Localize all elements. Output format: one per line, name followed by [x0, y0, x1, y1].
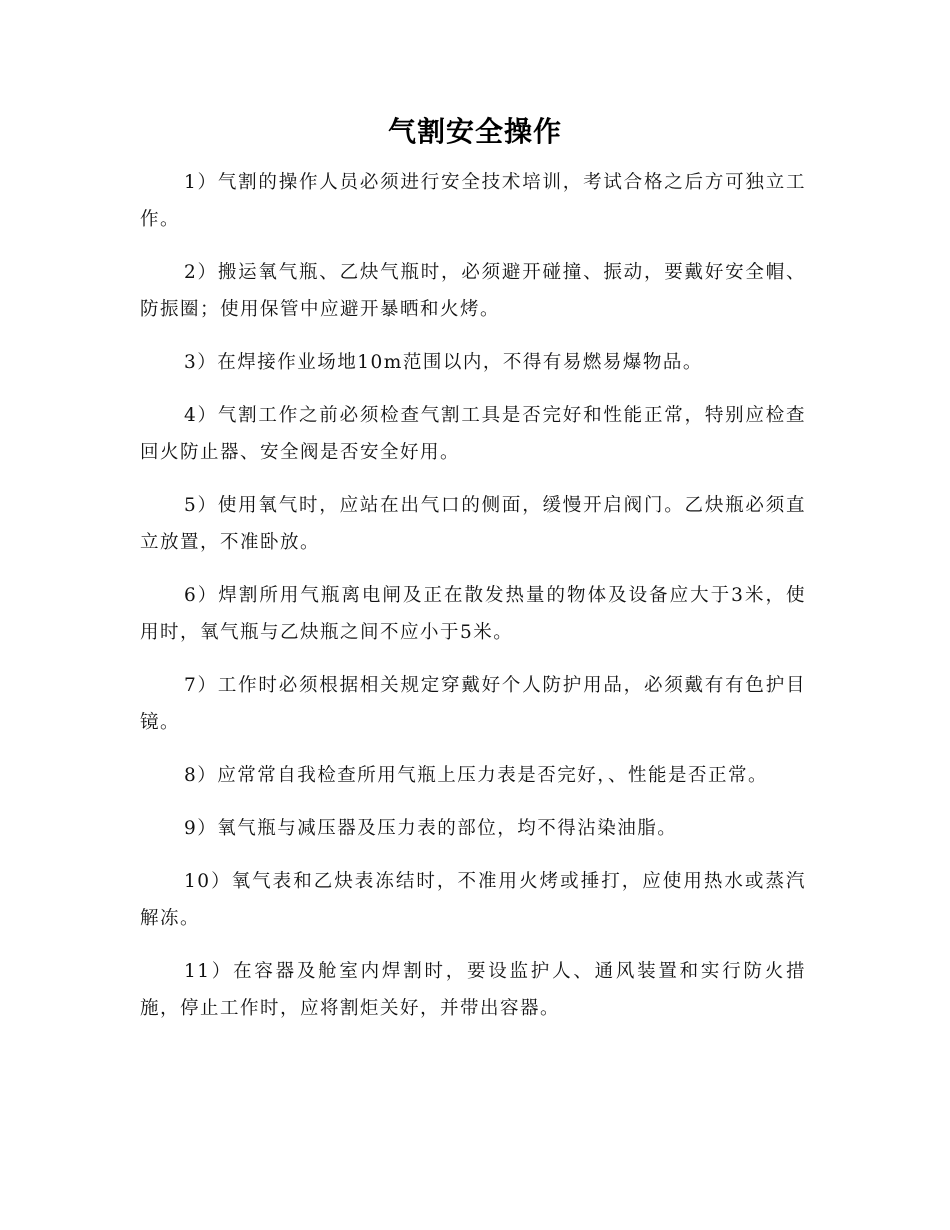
paragraph-7: 7）工作时必须根据相关规定穿戴好个人防护用品，必须戴有有色护目镜。: [140, 675, 806, 733]
paragraph-9: 9）氧气瓶与减压器及压力表的部位，均不得沾染油脂。: [184, 818, 678, 839]
paragraph-2: 2）搬运氧气瓶、乙炔气瓶时，必须避开碰撞、振动，要戴好安全帽、防振圈；使用保管中应避开暴晒和火烤。: [140, 262, 806, 320]
paragraph-8: 8）应常常自我检查所用气瓶上压力表是否完好，、性能是否正常。: [184, 765, 769, 786]
paragraph-10: 10）氧气表和乙炔表冻结时，不准用火烤或捶打，应使用热水或蒸汽解冻。: [140, 871, 806, 929]
document-title: 气割安全操作: [387, 115, 562, 148]
paragraph-3: 3）在焊接作业场地10m范围以内，不得有易燃易爆物品。: [184, 352, 703, 373]
paragraph-1: 1）气割的操作人员必须进行安全技术培训，考试合格之后方可独立工作。: [140, 172, 806, 230]
paragraph-11: 11）在容器及舱室内焊割时，要设监护人、通风装置和实行防火措施，停止工作时，应将割炬关好，并带出容器。: [140, 961, 806, 1019]
paragraph-4: 4）气割工作之前必须检查气割工具是否完好和性能正常，特别应检查回火防止器、安全阀是否安全好用。: [140, 405, 806, 463]
paragraph-5: 5）使用氧气时，应站在出气口的侧面，缓慢开启阀门。乙炔瓶必须直立放置，不准卧放。: [140, 495, 806, 553]
paragraph-6: 6）焊割所用气瓶离电闸及正在散发热量的物体及设备应大于3米，使用时，氧气瓶与乙炔瓶之间不应小于5米。: [140, 585, 806, 643]
document-body: [140, 164, 806, 1043]
